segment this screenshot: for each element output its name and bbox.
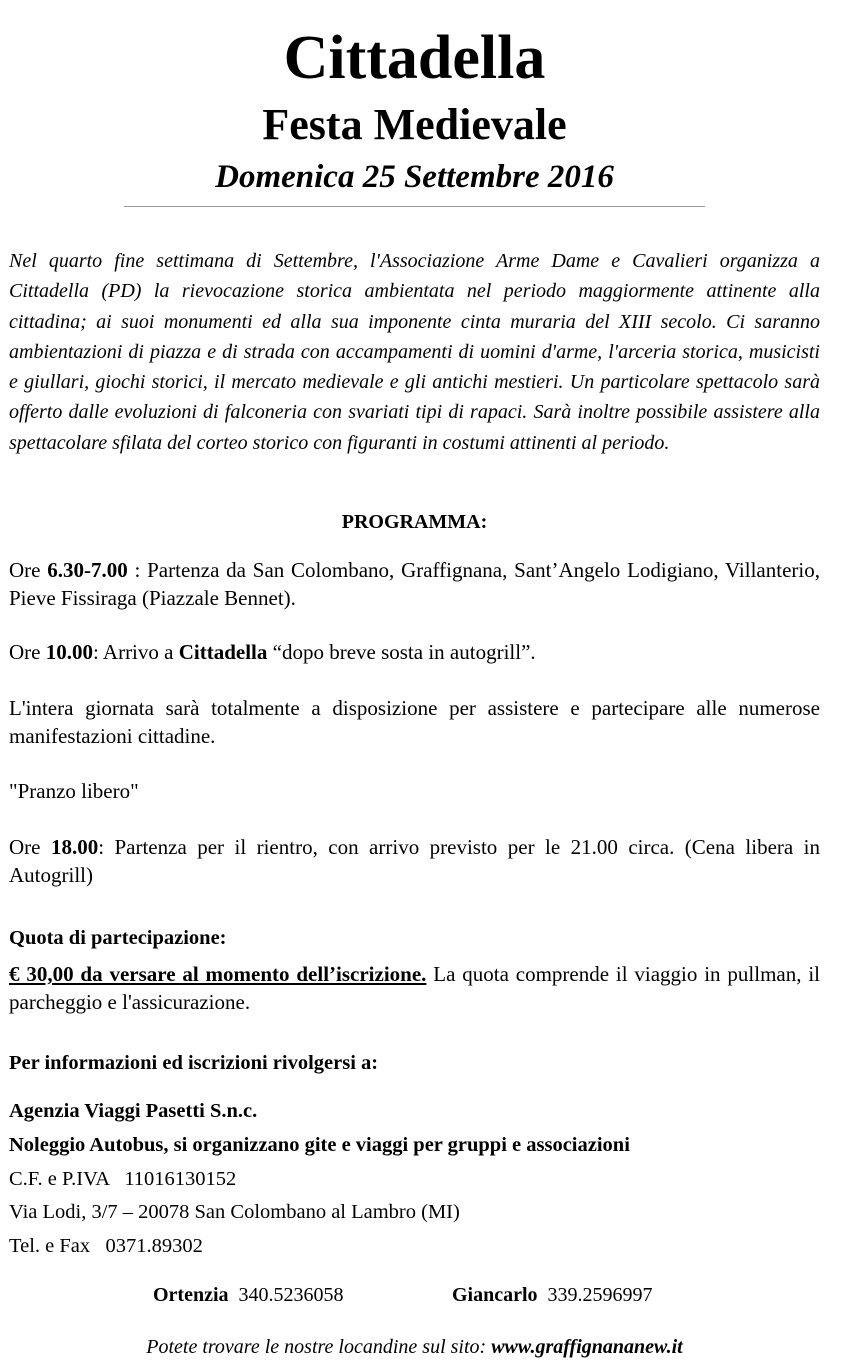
fee-details: La quota comprende il viaggio in pullman, il parcheggio e l'assicurazione. — [9, 962, 820, 1014]
agency-phone: Tel. e Fax 0371.89302 — [9, 1235, 203, 1257]
program-heading: PROGRAMMA: — [341, 511, 488, 533]
arrival-place: Cittadella — [178, 640, 268, 664]
footer-note — [9, 1334, 820, 1360]
contact-item — [452, 1282, 653, 1308]
fee-amount: € 30,00 da versare al momento dell’iscrizione. — [9, 962, 427, 986]
contact-phone: 340.5236058 — [238, 1284, 344, 1306]
page-title: Cittadella — [283, 24, 546, 92]
event-date: Domenica 25 Settembre 2016 — [215, 159, 614, 195]
agency-name: Agenzia Viaggi Pasetti S.n.c. — [9, 1100, 258, 1122]
program-return — [9, 833, 820, 889]
departure-text: : Partenza da San Colombano, Graffignana, Sant’Angelo Lodigiano, Villanterio, Pieve Fissiraga (Piazzale Bennet). — [9, 558, 820, 610]
contact-name: Giancarlo — [452, 1284, 538, 1306]
website-link[interactable]: www.graffignananew.it — [491, 1336, 683, 1358]
return-time: 18.00 — [50, 835, 99, 859]
departure-prefix: Ore — [9, 558, 48, 582]
program-lunch: "Pranzo libero" — [9, 779, 139, 803]
footer-text: Potete trovare le nostre locandine sul sito: — [146, 1336, 492, 1358]
arrival-prefix: Ore — [9, 640, 46, 664]
fee-paragraph — [9, 960, 820, 1016]
event-subtitle: Festa Medievale — [262, 100, 567, 149]
agency-tagline: Noleggio Autobus, si organizzano gite e viaggi per gruppi e associazioni — [9, 1134, 630, 1156]
return-text: : Partenza per il rientro, con arrivo previsto per le 21.00 circa. (Cena libera in Autogrill) — [9, 835, 820, 887]
intro-paragraph: Nel quarto fine settimana di Settembre, l'Associazione Arme Dame e Cavalieri organizza a Cittadella (PD) la rievocazione storica ambientata nel periodo maggiormente attinente alla cittadina; ai suoi monumenti ed alla sua imponente cinta muraria del XIII secolo. Ci saranno ambientazioni di piazza e di strada con accampamenti di uomini d'arme, l'arceria storica, musicisti e giullari, giochi storici, il mercato medievale e gli antichi mestieri. Un particolare spettacolo sarà offerto dalle evoluzioni di falconeria con svariati tipi di rapaci. Sarà inoltre possibile assistere alla spettacolare sfilata del corteo storico con figuranti in costumi attinenti al periodo. — [9, 250, 820, 454]
program-arrival — [9, 638, 820, 666]
header-divider — [124, 206, 705, 207]
program-departure — [9, 556, 820, 612]
agency-vat: C.F. e P.IVA 11016130152 — [9, 1168, 237, 1190]
departure-time: 6.30-7.00 — [47, 558, 128, 582]
arrival-time: 10.00 — [45, 640, 93, 664]
return-prefix: Ore — [9, 835, 51, 859]
contact-phone: 339.2596997 — [547, 1284, 653, 1306]
arrival-text-1: : Arrivo a — [92, 640, 179, 664]
contact-item — [153, 1282, 344, 1308]
arrival-text-2: “dopo breve sosta in autogrill”. — [267, 640, 536, 664]
program-day: L'intera giornata sarà totalmente a disposizione per assistere e partecipare alle numerose manifestazioni cittadine. — [9, 696, 820, 748]
info-heading: Per informazioni ed iscrizioni rivolgersi a: — [9, 1052, 379, 1074]
agency-address: Via Lodi, 3/7 – 20078 San Colombano al Lambro (MI) — [9, 1201, 460, 1223]
fee-heading: Quota di partecipazione: — [9, 927, 227, 949]
contact-name: Ortenzia — [153, 1284, 229, 1306]
